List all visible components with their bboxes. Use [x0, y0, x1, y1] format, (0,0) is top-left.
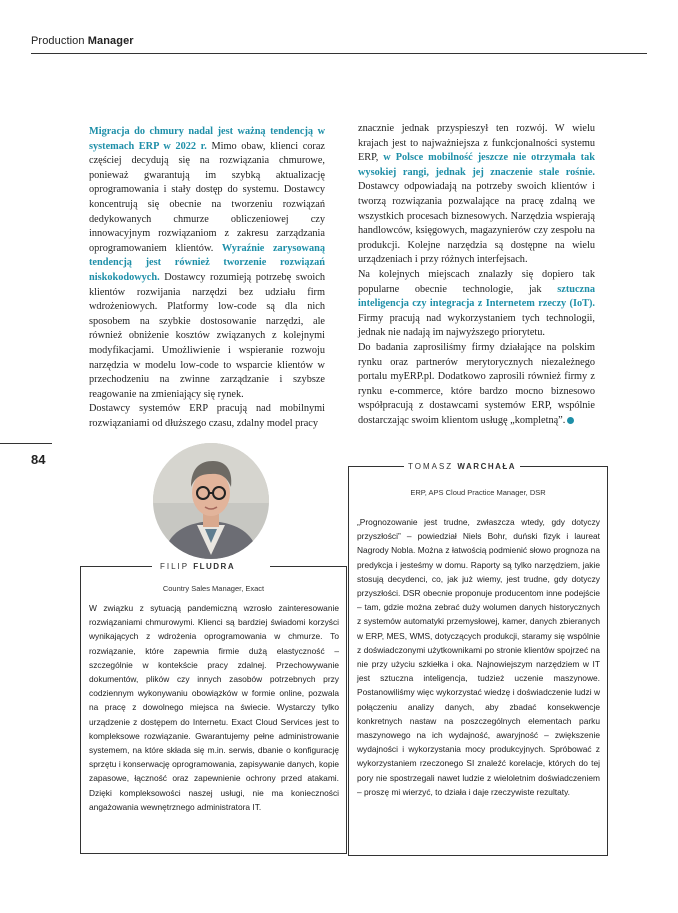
body-text: Dostawcy odpowiadają na potrzeby swoich klientów i tworzą rozwiązania pozwalające na pracę zdalną we wszystkich procesach biznesowych. Narzędzia wspierają handlowców, księgowych, magazynierów czy zespołu na produkcji. Kolejne narzędzia są dostępne na wielu urządzeniach i przy różnych interfejsach. — [358, 181, 595, 266]
body-text: Mimo obaw, klienci coraz częściej decydują się na rozwiązania chmurowe, ponieważ gwarantują im szybką aktualizację oprogramowania i stały dostęp do systemu. Dostawcy koncentrują się obecnie na tworzeniu rozwiązań dedykowanych chmurze obliczeniowej czy innowacyjnym rozwiązaniom z zakresu zarządzania oprogramowaniem klientów. — [89, 140, 325, 254]
body-text: Do badania zaprosiliśmy firmy działające na polskim rynku oraz partnerów merytorycznych niezależnego portalu myERP.pl. Dodatkowo zaprosili również firmy z rynku e-commerce, które bardzo mocno biznesowo współpracują z dostawcami systemów ERP, wspólnie dostarczając swoim klientom usługę „kompletną”. — [358, 341, 595, 426]
paragraph — [89, 125, 325, 402]
header-section-bold: Manager — [87, 35, 134, 47]
paragraph — [358, 268, 595, 341]
last-name: WARCHAŁA — [457, 462, 517, 471]
header-rule — [31, 53, 647, 54]
body-text: Dostawcy systemów ERP pracują nad mobilnymi rozwiązaniami od dłuższego czasu, zdalny model pracy — [89, 403, 325, 429]
article-column-2 — [358, 122, 595, 428]
highlighted-text: Migracja do chmury nadal jest ważną tendencją w systemach ERP w 2022 r. — [89, 126, 325, 152]
highlighted-text: w Polsce mobilność jeszcze nie otrzymała tak wysokiej rangi, jednak jej znaczenie stale rośnie. — [358, 152, 595, 178]
header-section: Production — [31, 35, 88, 47]
running-header — [31, 35, 134, 47]
person-name — [404, 462, 520, 471]
page-number-rule — [0, 443, 52, 444]
box-top-rule — [270, 566, 347, 567]
person-role: Country Sales Manager, Exact — [162, 584, 265, 593]
page-number: 84 — [31, 452, 46, 467]
quote-text: W związku z sytuacją pandemiczną wzrosło zainteresowanie rozwiązaniami chmurowymi. Klienci są bardziej świadomi korzyści wynikających z wdrożenia oprogramowania w chmurze. To rozwiązanie, które zapewnia firmie dużą elastyczność – szczególnie w kontekście pracy zdalnej. Przechowywanie dokumentów, plików czy innych zasobów potrzebnych przy codziennym wykonywaniu obowiązków w formie online, pozwala na pracę z dowolnego miejsca na świecie. Wystarczy tylko urządzenie z dostępem do Internetu. Exact Cloud Services jest to kompleksowe rozwiązanie. Gwarantujemy pełne administrowanie systemem, na które składa się m.in. serwis, dbanie o konfigurację sprzętu i konserwację oprogramowania, zapisywanie danych, kopie zapasowe, łączność oraz zapewnienie ochrony przed atakami. Dzięki kompleksowości naszej usługi, nie ma konieczności angażowania wewnętrznego administratora IT. — [89, 603, 339, 812]
paragraph — [358, 122, 595, 268]
paragraph — [89, 402, 325, 431]
highlighted-text: Wyraźnie zarysowaną tendencją jest również tworzenie rozwiązań niskokodowych. — [89, 242, 325, 283]
article-column-1 — [89, 125, 325, 431]
portrait-photo — [153, 443, 269, 559]
person-role: ERP, APS Cloud Practice Manager, DSR — [410, 488, 546, 497]
body-text: Firmy pracują nad wykorzystaniem tych technologii, jednak nie nadają im najwyższego priorytetu. — [358, 312, 595, 339]
quote-text: „Prognozowanie jest trudne, zwłaszcza wtedy, gdy dotyczy przyszłości” – powiedział Niels Bohr, duński fizyk i laureat Nagrody Nobla. Można z łatwością podmienić słowo prognoza na predykcja i jesteśmy w domu. Raporty są tylko narzędziem, jakie stosują decydenci, co, jak już wiemy, jest trudne, gdy dotyczy przyszłości. DSR obecnie proponuje producentom inne podejście – tam, gdzie można zebrać duży wolumen danych historycznych z systemów automatyki przemysłowej, kamer, danych zbieranych w ERP, MES, WMS, dotyczących produkcji, staramy się wspólnie z doświadczonymi użytkownikami po stronie klientów spojrzeć na nie przy użyciu szkiełka i oka. Najnowiejszym narzędziem w IT jest sztuczna inteligencja, tudzież uczenie maszynowe. Postanowiliśmy więc wykorzystać wiedzę i doświadczenie ludzi w połączeniu analizy danych, aby zbadać konsekwencje konkretnych nastaw na poszczególnych elementach parku maszynowego na ich wydajność, awaryjność – zwiększenie wydajności i wykorzystania mocy produkcyjnych. Spróbować z wykorzystaniem rzeczonego SI znaleźć korelacje, których do tej pory nie spostrzegali nawet ludzie z wieloletnim doświadczeniem – proszę mi wierzyć, to działa i daje rzeczywiste rezultaty. — [357, 517, 600, 797]
highlighted-text: sztuczna inteligencja czy integracja z Internetem rzeczy (IoT). — [358, 283, 595, 310]
body-text: Dostawcy rozumieją potrzebę swoich klientów rozwijania narzędzi bez udziału firm wdrożeniowych. Platformy low-code są dla nich sposobem na szybkie dostosowanie narzędzi, ale również obniżenie kosztów związanych z kolejnymi modyfikacjami. Umożliwienie i wspieranie rozwoju narzędzia w modelu low-code to wsparcie klientów w przechodzeniu na zwinne zarządzanie i szybsze reagowanie na zmieniający się rynek. — [89, 271, 325, 400]
paragraph — [358, 341, 595, 429]
box-top-rule — [80, 566, 152, 567]
first-name: FILIP — [160, 562, 189, 571]
body-text: Na kolejnych miejscach znalazły się dopiero tak popularne obecnie technologie, jak — [358, 268, 595, 295]
body-text: znacznie jednak przyspieszył ten rozwój. W wielu krajach jest to najważniejsza z funkcjonalności systemu ERP, — [358, 123, 595, 164]
person-name — [160, 562, 235, 571]
end-mark-icon — [567, 417, 574, 424]
last-name: FLUDRA — [193, 562, 236, 571]
first-name: TOMASZ — [408, 462, 454, 471]
